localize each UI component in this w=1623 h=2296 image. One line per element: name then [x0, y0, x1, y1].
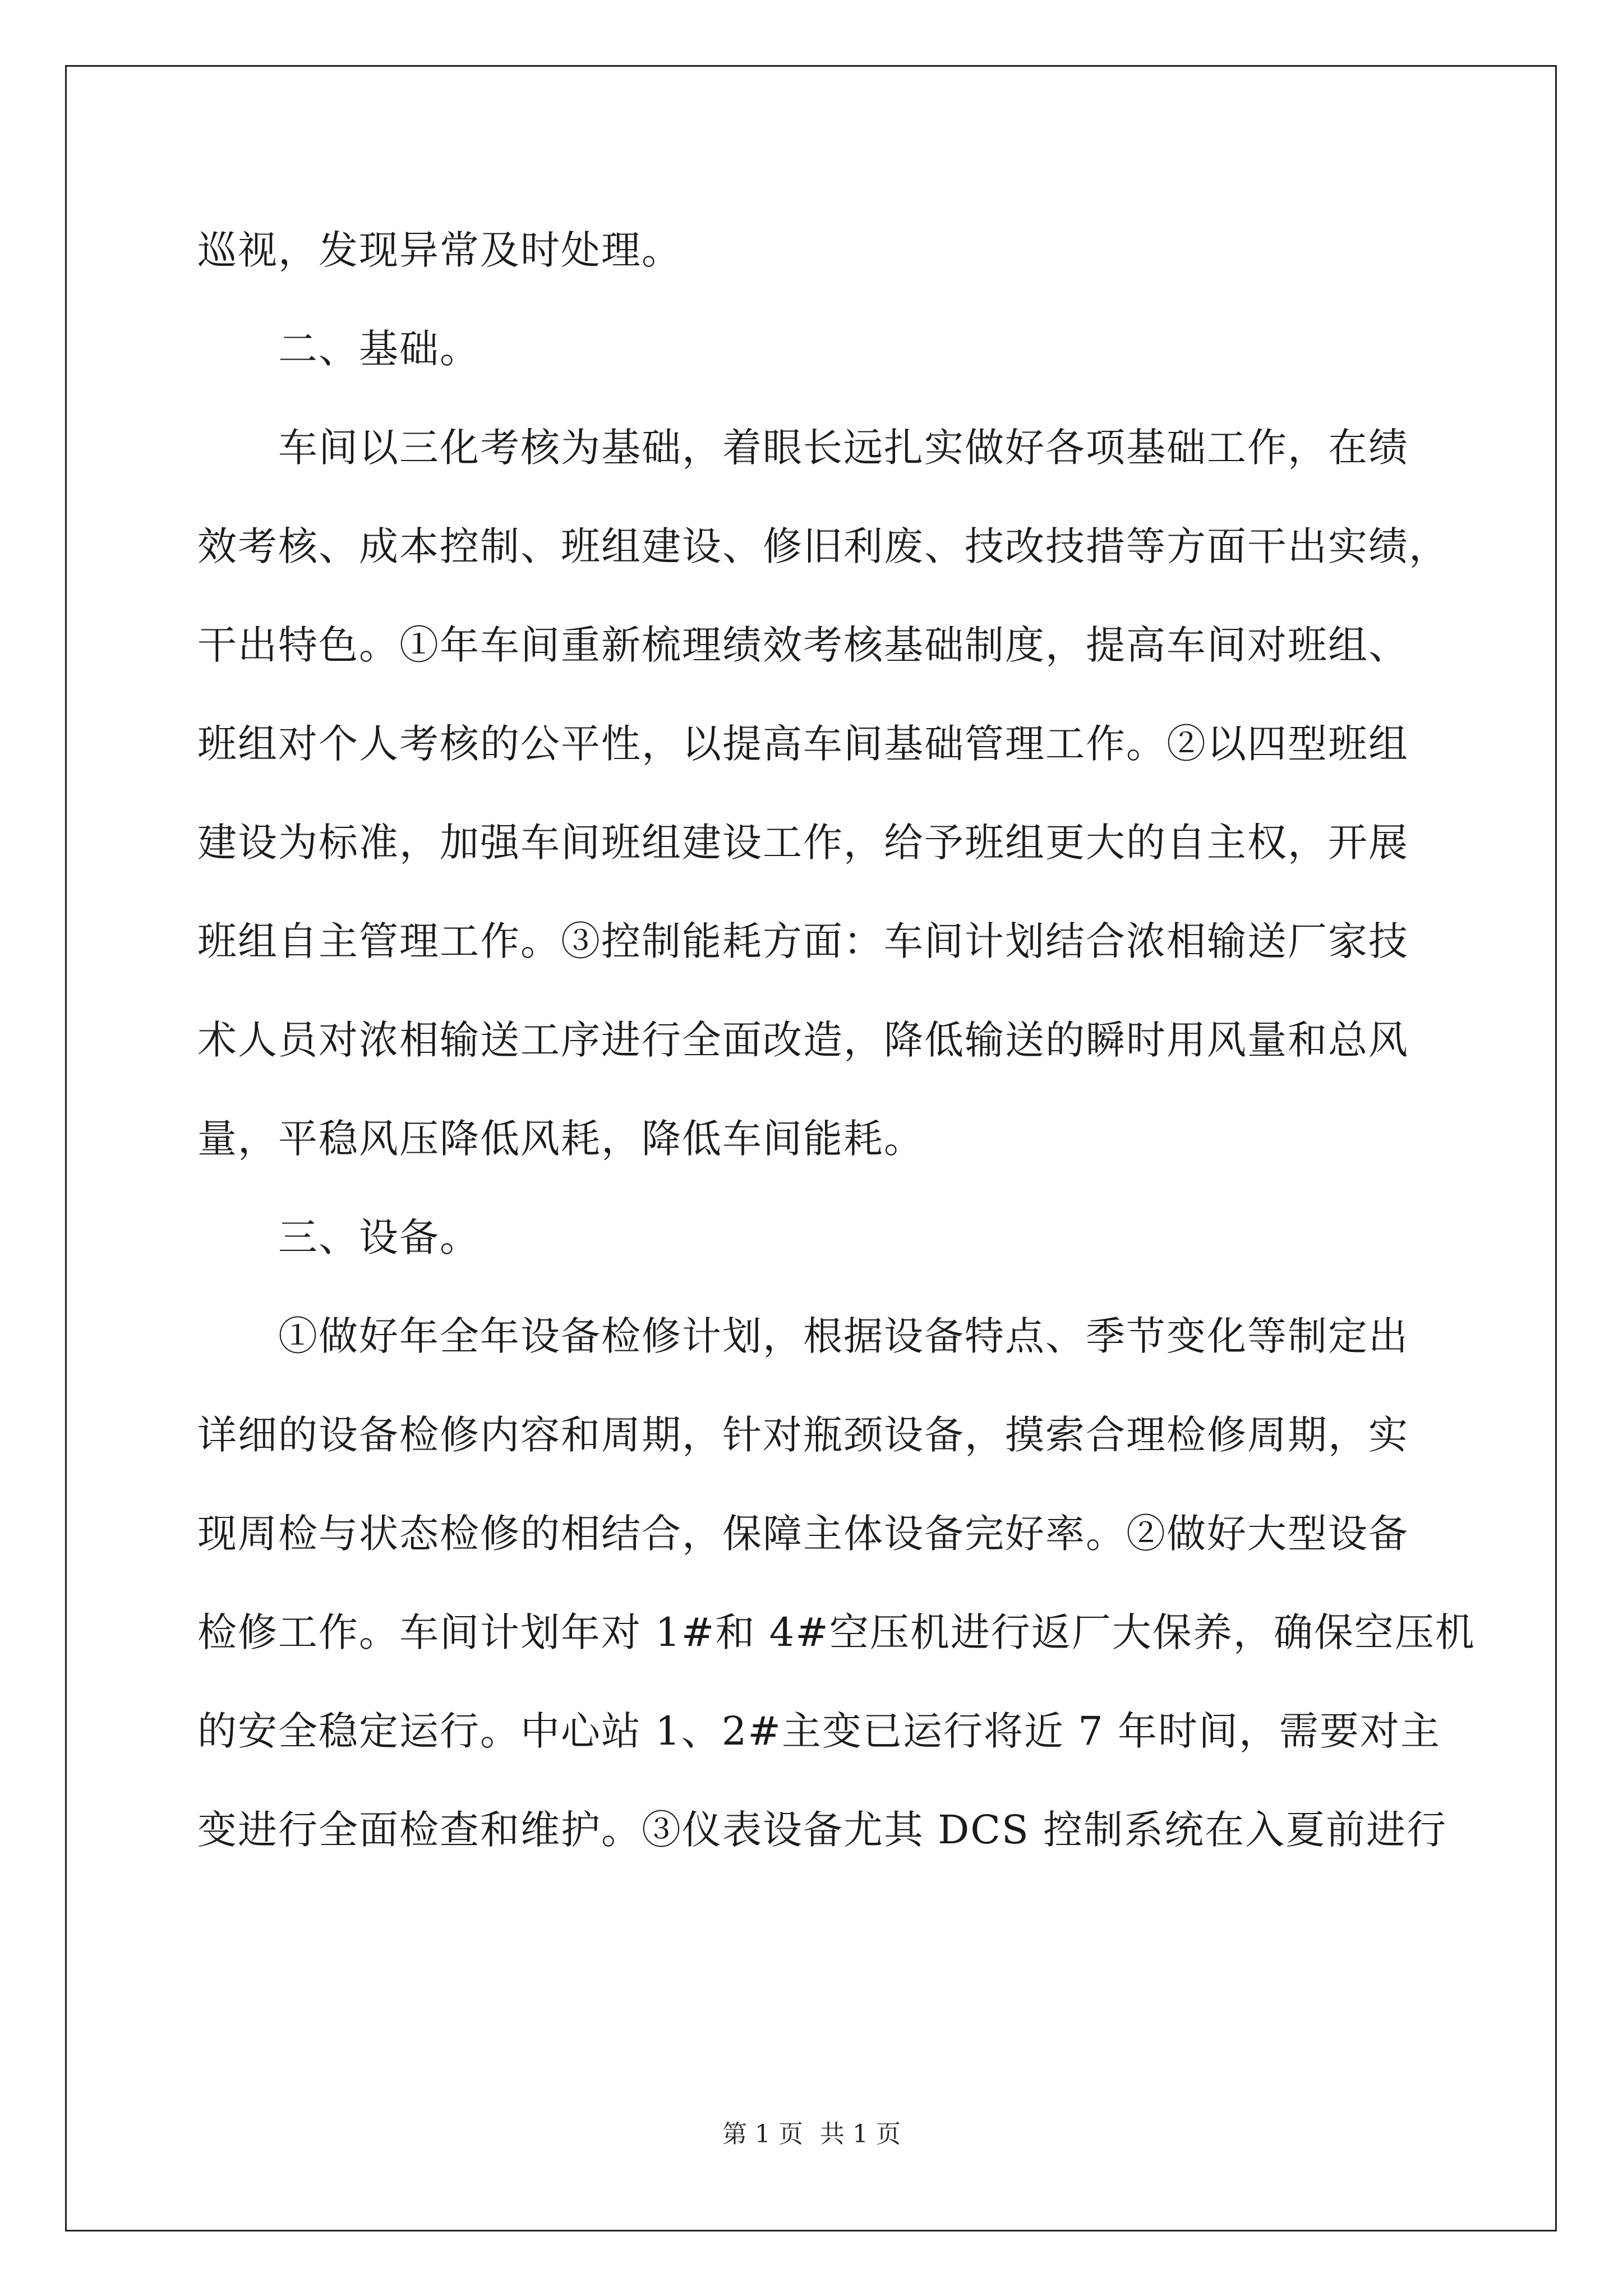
text-line-9: 术人员对浓相输送工序进行全面改造，降低输送的瞬时用风量和总风: [197, 1017, 1409, 1063]
page-footer: [0, 2118, 1623, 2151]
text-line-12: ①做好年全年设备检修计划，根据设备特点、季节变化等制定出: [197, 1313, 1409, 1359]
text-line-13: 详细的设备检修内容和周期，针对瓶颈设备，摸索合理检修周期，实: [197, 1412, 1409, 1458]
page-total: 共 1 页: [820, 2120, 901, 2148]
text-line-15: 检修工作。车间计划年对 1#和 4#空压机进行返厂大保养，确保空压机: [197, 1609, 1476, 1655]
text-line-17: 变进行全面检查和维护。③仪表设备尤其 DCS 控制系统在入夏前进行: [197, 1807, 1447, 1853]
text-line-10: 量，平稳风压降低风耗，降低车间能耗。: [197, 1116, 924, 1162]
text-line-1: 巡视，发现异常及时处理。: [197, 227, 682, 273]
text-line-6: 班组对个人考核的公平性，以提高车间基础管理工作。②以四型班组: [197, 721, 1409, 767]
text-line-4: 效考核、成本控制、班组建设、修旧利废、技改技措等方面干出实绩，: [197, 523, 1449, 569]
text-line-8: 班组自主管理工作。③控制能耗方面：车间计划结合浓相输送厂家技: [197, 918, 1409, 964]
text-line-5: 干出特色。①年车间重新梳理绩效考核基础制度，提高车间对班组、: [197, 622, 1409, 668]
text-line-11: 三、设备。: [197, 1214, 480, 1260]
text-line-14: 现周检与状态检修的相结合，保障主体设备完好率。②做好大型设备: [197, 1511, 1409, 1557]
text-line-7: 建设为标准，加强车间班组建设工作，给予班组更大的自主权，开展: [197, 820, 1409, 866]
text-line-2: 二、基础。: [197, 326, 480, 372]
page-number: 第 1 页: [722, 2120, 803, 2148]
text-line-3: 车间以三化考核为基础，着眼长远扎实做好各项基础工作，在绩: [197, 425, 1409, 471]
text-line-16: 的安全稳定运行。中心站 1、2#主变已运行将近 7 年时间，需要对主: [197, 1708, 1441, 1754]
